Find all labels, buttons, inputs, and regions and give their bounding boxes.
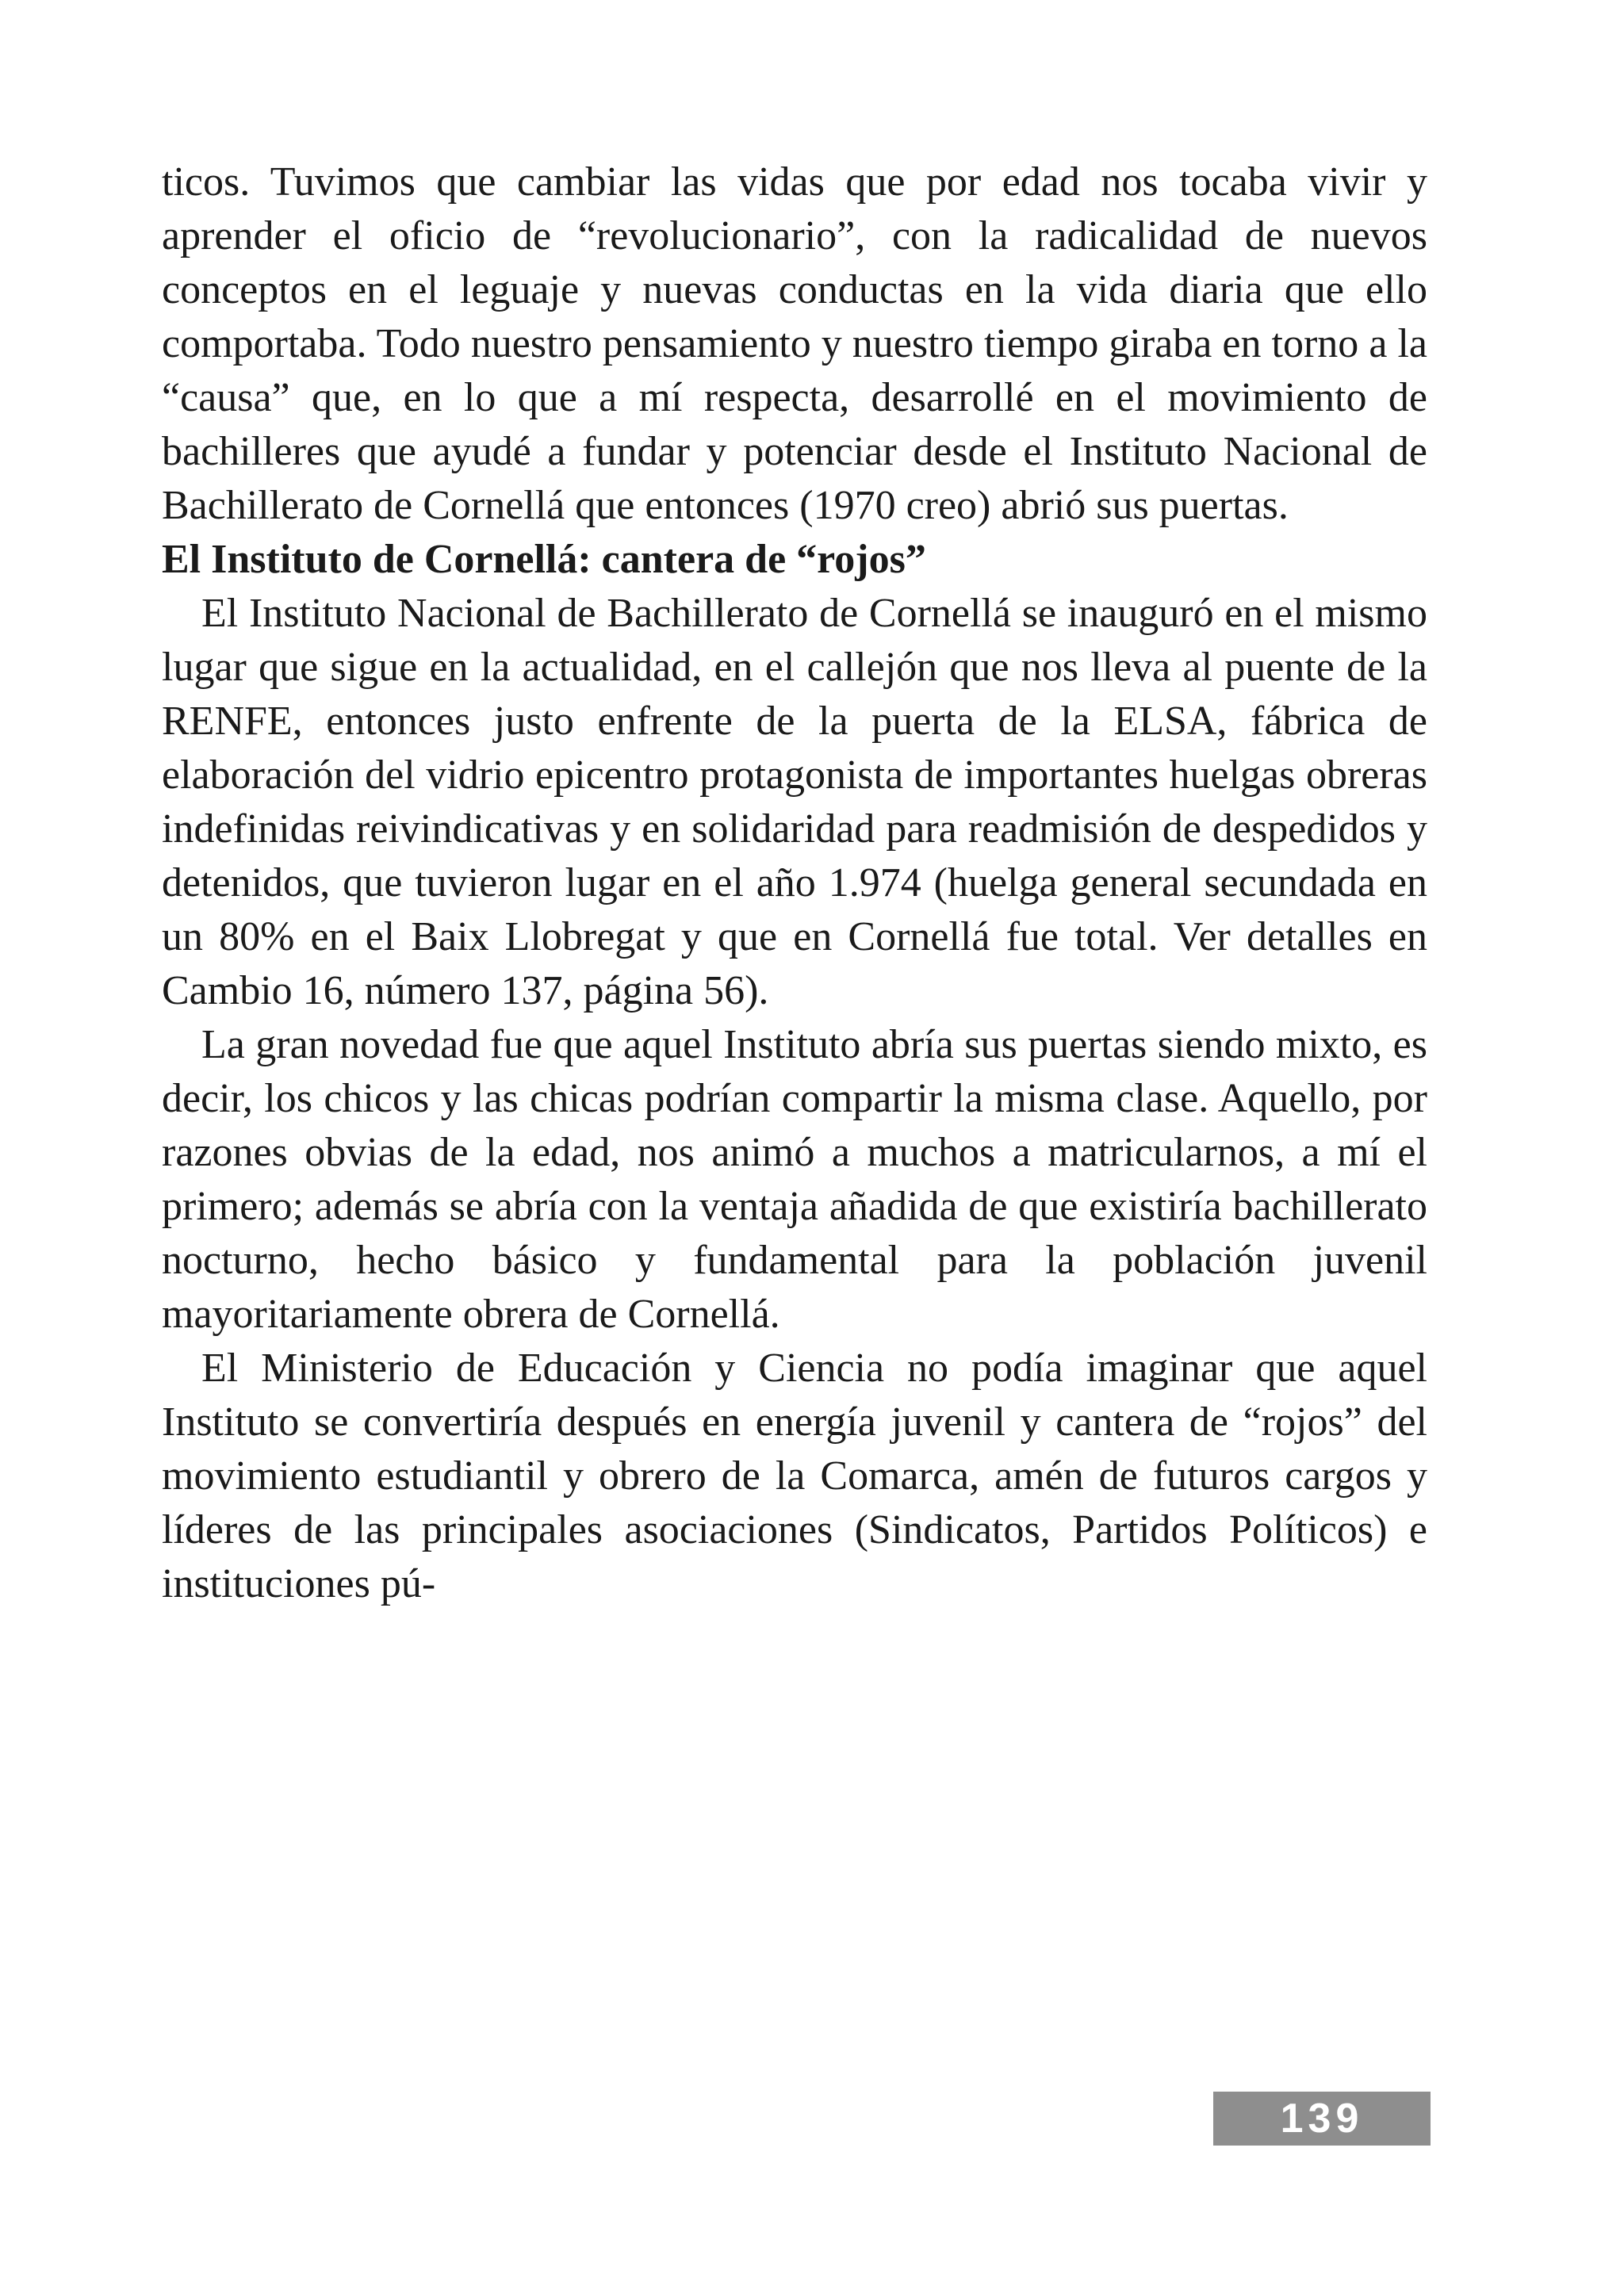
paragraph-continued: ticos. Tuvimos que cambiar las vidas que por edad nos tocaba vivir y aprender el oficio de “revolucionario”, con la radicalidad de nuevos conceptos en el leguaje y nuevas conductas en la vida diaria que ello comportaba. Todo nuestro pensamiento y nuestro tiempo giraba en torno a la “causa” que, en lo que a mí respecta, desarrollé en el movimiento de bachilleres que ayudé a fundar y potenciar desde el Instituto Nacional de Bachillerato de Cornellá que entonces (1970 creo) abrió sus puertas. [162,159,1427,528]
paragraph: El Instituto Nacional de Bachillerato de Cornellá se inauguró en el mismo lugar que sigue en la actualidad, en el callejón que nos lleva al puente de la RENFE, entonces justo enfrente de la puerta de la ELSA, fábrica de elaboración del vidrio epicentro protagonista de importantes huelgas obreras indefinidas reivindicativas y en solidaridad para readmisión de despedidos y detenidos, que tuvieron lugar en el año 1.974 (huelga general secundada en un 80% en el Baix Llobregat y que en Cornellá fue total. Ver detalles en Cambio 16, número 137, página 56). [162,591,1427,1013]
page-number-box [1213,2092,1431,2146]
page-number: 139 [1280,2096,1364,2142]
paragraph: La gran novedad fue que aquel Instituto abría sus puertas siendo mixto, es decir, los chicos y las chicas podrían compartir la misma clase. Aquello, por razones obvias de la edad, nos animó a muchos a matricularnos, a mí el primero; además se abría con la ventaja añadida de que existiría bachillerato nocturno, hecho básico y fundamental para la población juvenil mayoritariamente obrera de Cornellá. [162,1022,1427,1337]
paragraph: El Ministerio de Educación y Ciencia no podía imaginar que aquel Instituto se convertiría después en energía juvenil y cantera de “rojos” del movimiento estudiantil y obrero de la Comarca, amén de futuros cargos y líderes de las principales asociaciones (Sindicatos, Partidos Políticos) e instituciones pú- [162,1346,1427,1606]
section-heading: El Instituto de Cornellá: cantera de “rojos” [162,537,926,582]
text-column [162,155,1427,1611]
